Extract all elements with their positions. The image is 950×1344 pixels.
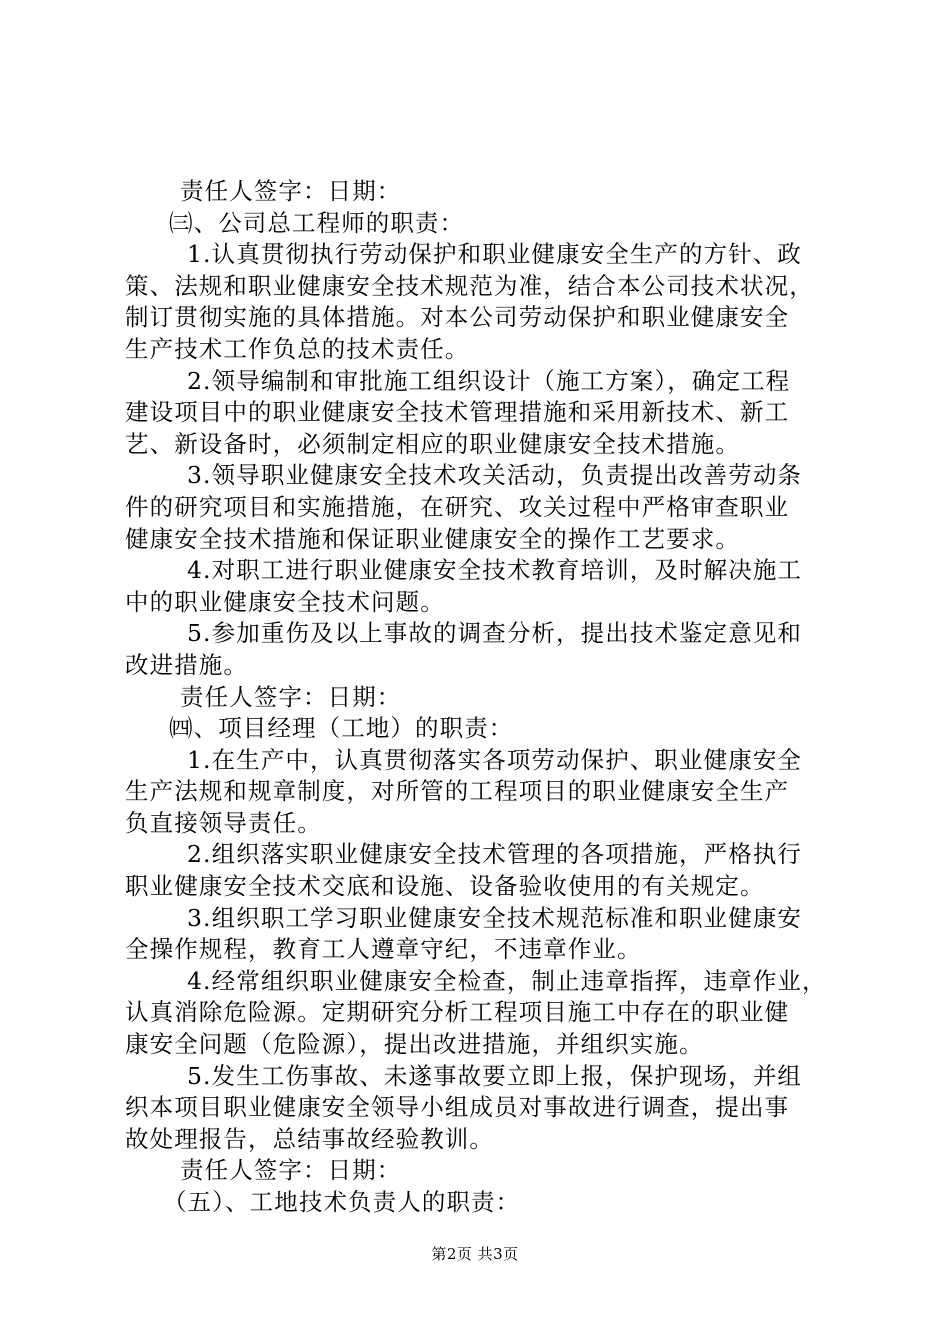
- document-line: 4.经常组织职业健康安全检查，制止违章指挥，违章作业，: [187, 966, 827, 995]
- document-line: 改进措施。: [125, 650, 248, 679]
- document-line: 健康安全技术措施和保证职业健康安全的操作工艺要求。: [125, 524, 740, 553]
- document-line: 5.发生工伤事故、未遂事故要立即上报，保护现场，并组: [187, 1061, 803, 1090]
- document-line: 1.在生产中，认真贯彻落实各项劳动保护、职业健康安全: [187, 745, 803, 774]
- document-line: 3.组织职工学习职业健康安全技术规范标准和职业健康安: [187, 903, 803, 932]
- document-line: 建设项目中的职业健康安全技术管理措施和采用新技术、新工: [125, 398, 790, 427]
- document-line: 康安全问题（危险源），提出改进措施，并组织实施。: [125, 1030, 704, 1059]
- document-line: 职业健康安全技术交底和设施、设备验收使用的有关规定。: [125, 872, 765, 901]
- document-line: 生产技术工作负总的技术责任。: [125, 334, 470, 363]
- document-line: 故处理报告，总结事故经验教训。: [125, 1124, 494, 1153]
- document-line: 件的研究项目和实施措施，在研究、攻关过程中严格审查职业: [125, 492, 790, 521]
- document-line: 5.参加重伤及以上事故的调查分析，提出技术鉴定意见和: [187, 619, 803, 648]
- document-line: ㈢、公司总工程师的职责：: [169, 208, 465, 237]
- document-line: 艺、新设备时，必须制定相应的职业健康安全技术措施。: [125, 429, 740, 458]
- page-footer: 第2页 共3页: [431, 1245, 519, 1263]
- document-line: 负直接领导责任。: [125, 808, 322, 837]
- document-line: 责任人签字：日期：: [180, 1156, 402, 1185]
- document-line: 3.领导职业健康安全技术攻关活动，负责提出改善劳动条: [187, 461, 803, 490]
- document-line: 生产法规和规章制度，对所管的工程项目的职业健康安全生产: [125, 777, 790, 806]
- document-line: （五）、工地技术负责人的职责：: [163, 1188, 521, 1216]
- document-line: 2.领导编制和审批施工组织设计（施工方案），确定工程: [187, 366, 791, 395]
- document-body: [125, 176, 835, 1219]
- document-line: 织本项目职业健康安全领导小组成员对事故进行调查，提出事: [125, 1093, 790, 1122]
- document-line: 2.组织落实职业健康安全技术管理的各项措施，严格执行: [187, 840, 803, 869]
- document-line: 策、法规和职业健康安全技术规范为准，结合本公司技术状况，: [125, 271, 814, 300]
- document-line: ㈣、项目经理（工地）的职责：: [169, 714, 514, 743]
- document-line: 全操作规程，教育工人遵章守纪，不违章作业。: [125, 935, 642, 964]
- document-line: 制订贯彻实施的具体措施。对本公司劳动保护和职业健康安全: [125, 303, 790, 332]
- document-line: 责任人签字：日期：: [180, 682, 402, 711]
- document-line: 4.对职工进行职业健康安全技术教育培训，及时解决施工: [187, 556, 803, 585]
- document-line: 1.认真贯彻执行劳动保护和职业健康安全生产的方针、政: [187, 240, 803, 269]
- document-line: 责任人签字：日期：: [180, 177, 402, 205]
- document-line: 认真消除危险源。定期研究分析工程项目施工中存在的职业健: [125, 998, 790, 1027]
- document-line: 中的职业健康安全技术问题。: [125, 587, 445, 616]
